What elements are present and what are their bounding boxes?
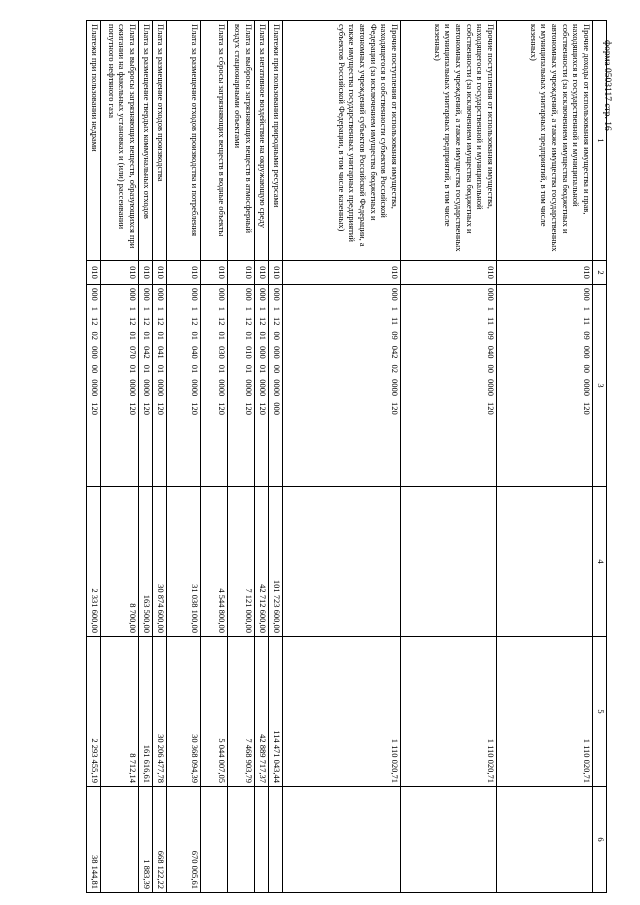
line-code-cell: 010: [228, 261, 255, 285]
approved-amount-cell: [497, 487, 593, 637]
executed-amount-cell: 30 206 477,78: [153, 637, 167, 787]
executed-amount-cell: 2 293 455,19: [87, 637, 101, 787]
code-segment: 1: [190, 306, 200, 311]
code-segment: 0000: [190, 379, 200, 397]
code-segment: 120: [244, 402, 254, 415]
income-code-cell: [255, 285, 269, 487]
code-segment: 120: [390, 401, 400, 415]
unexecuted-amount-cell: 1 883,39: [139, 787, 153, 893]
executed-amount-cell: 114 471 043,44: [269, 637, 283, 787]
approved-amount-cell: 101 723 600,00: [269, 487, 283, 637]
code-segment: 070: [128, 346, 138, 359]
income-code-cell: [87, 285, 101, 487]
unexecuted-amount-cell: 38 144,81: [87, 787, 101, 893]
indicator-name-cell: Плата за выбросы загрязняющих веществ в атмосферный воздух стационарными объектами: [228, 21, 255, 261]
table-row: [497, 21, 593, 893]
code-segment: 09: [582, 331, 592, 340]
table-row: [269, 21, 283, 893]
executed-amount-cell: 8 712,14: [101, 637, 139, 787]
code-segment: 00: [272, 364, 282, 374]
income-code-cell: [401, 285, 497, 487]
table-row: [201, 21, 228, 893]
executed-amount-cell: 7 468 903,79: [228, 637, 255, 787]
code-segment: 0000: [582, 378, 592, 396]
executed-amount-cell: 30 368 094,39: [167, 637, 201, 787]
code-segment: 1: [90, 306, 100, 311]
code-segment: 09: [390, 331, 400, 340]
column-header: 3: [593, 285, 607, 487]
column-header: 6: [593, 787, 607, 893]
code-segment: 11: [390, 317, 400, 326]
code-segment: 01: [244, 331, 254, 340]
code-segment: 000: [272, 402, 282, 415]
code-segment: 000: [142, 288, 152, 301]
line-code-cell: 010: [283, 261, 401, 285]
unexecuted-amount-cell: [228, 787, 255, 893]
income-code-cell: [497, 285, 593, 487]
income-code-cell: [101, 285, 139, 487]
form-number-label: форма 0503117 стр. 16: [602, 40, 612, 131]
indicator-name-cell: Плата за размещение отходов производства: [153, 21, 167, 261]
line-code-cell: 010: [167, 261, 201, 285]
unexecuted-amount-cell: 670 005,61: [167, 787, 201, 893]
code-segment: 000: [90, 288, 100, 301]
code-segment: 12: [258, 317, 268, 326]
indicator-name-cell: Прочие поступления от использования имущества, находящегося в государственной и муниципальной собственности (за исключением имущества бюджетных и автономных учреждений, а также имущества государственных и муниципальных унитарных предприятий, в том числе казенных): [401, 21, 497, 261]
code-segment: 01: [217, 364, 227, 374]
income-code-cell: [269, 285, 283, 487]
code-segment: 010: [244, 346, 254, 359]
code-segment: 120: [156, 402, 166, 415]
code-segment: 120: [142, 402, 152, 415]
code-segment: 01: [142, 331, 152, 340]
unexecuted-amount-cell: [201, 787, 228, 893]
approved-amount-cell: 163 500,00: [139, 487, 153, 637]
code-segment: 0000: [90, 379, 100, 397]
code-segment: 0000: [128, 379, 138, 397]
unexecuted-amount-cell: [255, 787, 269, 893]
executed-amount-cell: 42 889 717,37: [255, 637, 269, 787]
code-segment: 120: [486, 401, 496, 415]
code-segment: 11: [486, 317, 496, 326]
code-segment: 00: [582, 364, 592, 373]
code-segment: 00: [486, 364, 496, 373]
code-segment: 1: [156, 306, 166, 311]
code-segment: 01: [128, 364, 138, 374]
indicator-name-cell: Прочие поступления от использования имущества, находящегося в собственности субъектов Российской Федерации (за исключением имущества бюджетных и автономных учреждений субъектов Российской Федерации, а также имущества государственных унитарных предприятий субъектов Российской Федерации, в том числе казенных): [283, 21, 401, 261]
table-row: [228, 21, 255, 893]
code-segment: 040: [486, 345, 496, 359]
code-segment: 01: [190, 331, 200, 340]
income-code-cell: [167, 285, 201, 487]
code-segment: 000: [582, 345, 592, 359]
income-report-table: [86, 20, 607, 893]
code-segment: 00: [90, 364, 100, 374]
table-row: [401, 21, 497, 893]
indicator-name-cell: Плата за сбросы загрязняющих веществ в водные объекты: [201, 21, 228, 261]
approved-amount-cell: 8 700,00: [101, 487, 139, 637]
code-segment: 000: [582, 288, 592, 301]
table-row: [167, 21, 201, 893]
code-segment: 000: [258, 346, 268, 359]
code-segment: 1: [390, 306, 400, 311]
code-segment: 0000: [142, 379, 152, 397]
approved-amount-cell: 4 544 800,00: [201, 487, 228, 637]
code-segment: 12: [244, 317, 254, 326]
code-segment: 01: [156, 331, 166, 340]
unexecuted-amount-cell: [401, 787, 497, 893]
approved-amount-cell: 31 038 100,00: [167, 487, 201, 637]
code-segment: 12: [156, 317, 166, 326]
code-segment: 0000: [244, 379, 254, 397]
code-segment: 1: [258, 306, 268, 311]
indicator-name-cell: Прочие доходы от использования имущества и прав, находящихся в государственной и муниципальной собственности (за исключением имущества бюджетных и автономных учреждений, а также имущества государственных и муниципальных унитарных предприятий, в том числе казенных): [497, 21, 593, 261]
unexecuted-amount-cell: 668 122,22: [153, 787, 167, 893]
income-code-cell: [283, 285, 401, 487]
unexecuted-amount-cell: [497, 787, 593, 893]
approved-amount-cell: 2 331 600,00: [87, 487, 101, 637]
code-segment: 02: [390, 364, 400, 373]
code-segment: 0000: [390, 378, 400, 396]
code-segment: 01: [142, 364, 152, 374]
code-segment: 000: [156, 288, 166, 301]
code-segment: 12: [90, 317, 100, 326]
column-header: 5: [593, 637, 607, 787]
code-segment: 12: [190, 317, 200, 326]
code-segment: 120: [128, 402, 138, 415]
line-code-cell: 010: [153, 261, 167, 285]
code-segment: 120: [582, 401, 592, 415]
unexecuted-amount-cell: [269, 787, 283, 893]
code-segment: 000: [128, 288, 138, 301]
code-segment: 1: [217, 306, 227, 311]
table-row: [139, 21, 153, 893]
code-segment: 030: [217, 346, 227, 359]
code-segment: 000: [486, 288, 496, 301]
code-segment: 01: [258, 364, 268, 374]
code-segment: 120: [90, 402, 100, 415]
column-header: 2: [593, 261, 607, 285]
line-code-cell: 010: [401, 261, 497, 285]
code-segment: 0000: [486, 378, 496, 396]
table-header-row: [593, 21, 607, 893]
code-segment: 042: [142, 346, 152, 359]
code-segment: 1: [582, 306, 592, 311]
line-code-cell: 010: [139, 261, 153, 285]
code-segment: 02: [90, 331, 100, 340]
line-code-cell: 010: [255, 261, 269, 285]
executed-amount-cell: 1 110 020,71: [283, 637, 401, 787]
code-segment: 0000: [272, 379, 282, 397]
code-segment: 000: [390, 288, 400, 301]
code-segment: 1: [486, 306, 496, 311]
executed-amount-cell: 1 110 020,71: [497, 637, 593, 787]
code-segment: 01: [128, 331, 138, 340]
code-segment: 000: [272, 288, 282, 301]
indicator-name-cell: Плата за выбросы загрязняющих веществ, образующихся при сжигании на факельных установках и (или) рассеивании попутного нефтяного газа: [101, 21, 139, 261]
line-code-cell: 010: [101, 261, 139, 285]
line-code-cell: 010: [87, 261, 101, 285]
rotated-table-container: [59, 20, 607, 892]
code-segment: 041: [156, 346, 166, 359]
income-code-cell: [228, 285, 255, 487]
approved-amount-cell: 42 712 600,00: [255, 487, 269, 637]
approved-amount-cell: [401, 487, 497, 637]
code-segment: 01: [244, 364, 254, 374]
code-segment: 1: [142, 306, 152, 311]
table-body: [87, 21, 607, 893]
code-segment: 1: [128, 306, 138, 311]
executed-amount-cell: 1 110 020,71: [401, 637, 497, 787]
code-segment: 120: [217, 402, 227, 415]
table-row: [255, 21, 269, 893]
indicator-name-cell: Платежи при пользовании природными ресурсами: [269, 21, 283, 261]
table-row: [153, 21, 167, 893]
code-segment: 00: [272, 331, 282, 340]
indicator-name-cell: Плата за негативное воздействие на окружающую среду: [255, 21, 269, 261]
column-header: 4: [593, 487, 607, 637]
executed-amount-cell: 161 616,61: [139, 637, 153, 787]
code-segment: 000: [190, 288, 200, 301]
code-segment: 12: [272, 317, 282, 326]
code-segment: 000: [90, 346, 100, 359]
unexecuted-amount-cell: [283, 787, 401, 893]
code-segment: 09: [486, 331, 496, 340]
executed-amount-cell: 5 044 007,05: [201, 637, 228, 787]
income-code-cell: [153, 285, 167, 487]
table-row: [101, 21, 139, 893]
code-segment: 000: [272, 346, 282, 359]
code-segment: 01: [258, 331, 268, 340]
approved-amount-cell: [283, 487, 401, 637]
indicator-name-cell: Плата за размещение твердых коммунальных отходов: [139, 21, 153, 261]
code-segment: 000: [258, 288, 268, 301]
code-segment: 11: [582, 317, 592, 326]
code-segment: 12: [217, 317, 227, 326]
code-segment: 1: [244, 306, 254, 311]
code-segment: 0000: [156, 379, 166, 397]
line-code-cell: 010: [497, 261, 593, 285]
code-segment: 120: [190, 402, 200, 415]
code-segment: 01: [217, 331, 227, 340]
code-segment: 000: [217, 288, 227, 301]
code-segment: 12: [128, 317, 138, 326]
indicator-name-cell: Платежи при пользовании недрами: [87, 21, 101, 261]
table-row: [283, 21, 401, 893]
unexecuted-amount-cell: [101, 787, 139, 893]
code-segment: 0000: [258, 379, 268, 397]
column-header: 1: [593, 21, 607, 261]
approved-amount-cell: 7 121 000,00: [228, 487, 255, 637]
code-segment: 1: [272, 306, 282, 311]
code-segment: 042: [390, 345, 400, 359]
line-code-cell: 010: [269, 261, 283, 285]
code-segment: 01: [190, 364, 200, 374]
approved-amount-cell: 30 874 600,00: [153, 487, 167, 637]
code-segment: 000: [244, 288, 254, 301]
income-code-cell: [139, 285, 153, 487]
code-segment: 01: [156, 364, 166, 374]
table-row: [87, 21, 101, 893]
code-segment: 120: [258, 402, 268, 415]
code-segment: 040: [190, 346, 200, 359]
code-segment: 0000: [217, 379, 227, 397]
indicator-name-cell: Плата за размещение отходов производства и потребления: [167, 21, 201, 261]
line-code-cell: 010: [201, 261, 228, 285]
income-code-cell: [201, 285, 228, 487]
code-segment: 12: [142, 317, 152, 326]
